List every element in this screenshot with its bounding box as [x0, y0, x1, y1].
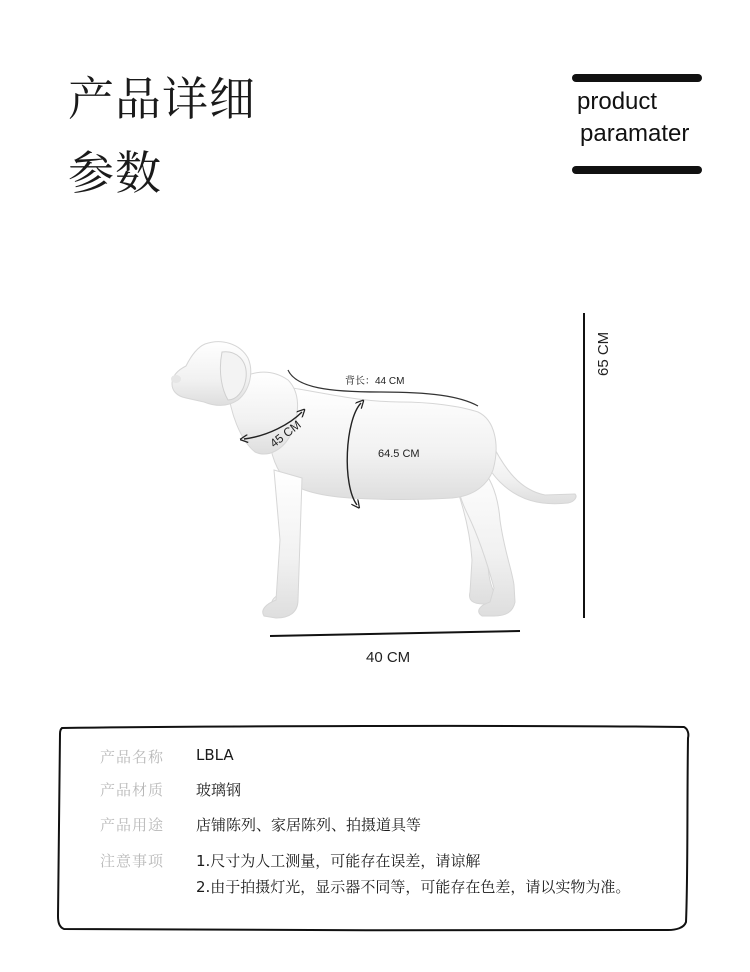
- dog-tail: [483, 440, 576, 504]
- length-label: 40 CM: [366, 649, 411, 666]
- spec-label-name: 产品名称: [100, 748, 165, 766]
- dog-front-leg-near: [263, 470, 302, 618]
- length-line: [270, 631, 520, 636]
- chest-label: 64.5 CM: [378, 448, 420, 460]
- dog-nose: [171, 375, 181, 383]
- spec-value-name: LBLA: [196, 746, 234, 764]
- spec-value-material: 玻璃钢: [196, 781, 242, 799]
- height-label: 65 CM: [595, 331, 612, 376]
- english-subtitle: [572, 74, 704, 174]
- spec-label-notes: 注意事项: [100, 852, 165, 870]
- dog-body: [270, 388, 496, 500]
- title-line-1: 产品详细: [68, 72, 256, 126]
- spec-label-material: 产品材质: [100, 781, 165, 799]
- top-bar: [572, 74, 702, 82]
- spec-label-usage: 产品用途: [100, 816, 165, 834]
- subtitle-paramater: paramater: [580, 120, 690, 147]
- spec-value-note-1: 1.尺寸为人工测量，可能存在误差，请谅解: [196, 852, 481, 870]
- dog-mannequin-diagram: [0, 290, 750, 680]
- bottom-bar: [572, 166, 702, 174]
- spec-value-usage: 店铺陈列、家居陈列、拍摄道具等: [196, 816, 422, 834]
- spec-value-note-2: 2.由于拍摄灯光，显示器不同等，可能存在色差，请以实物为准。: [196, 878, 631, 896]
- back-length-label: 背长：44 CM: [345, 376, 405, 387]
- neck-label: 45 CM: [267, 417, 304, 451]
- subtitle-product: product: [577, 88, 658, 115]
- title-line-2: 参数: [68, 146, 162, 200]
